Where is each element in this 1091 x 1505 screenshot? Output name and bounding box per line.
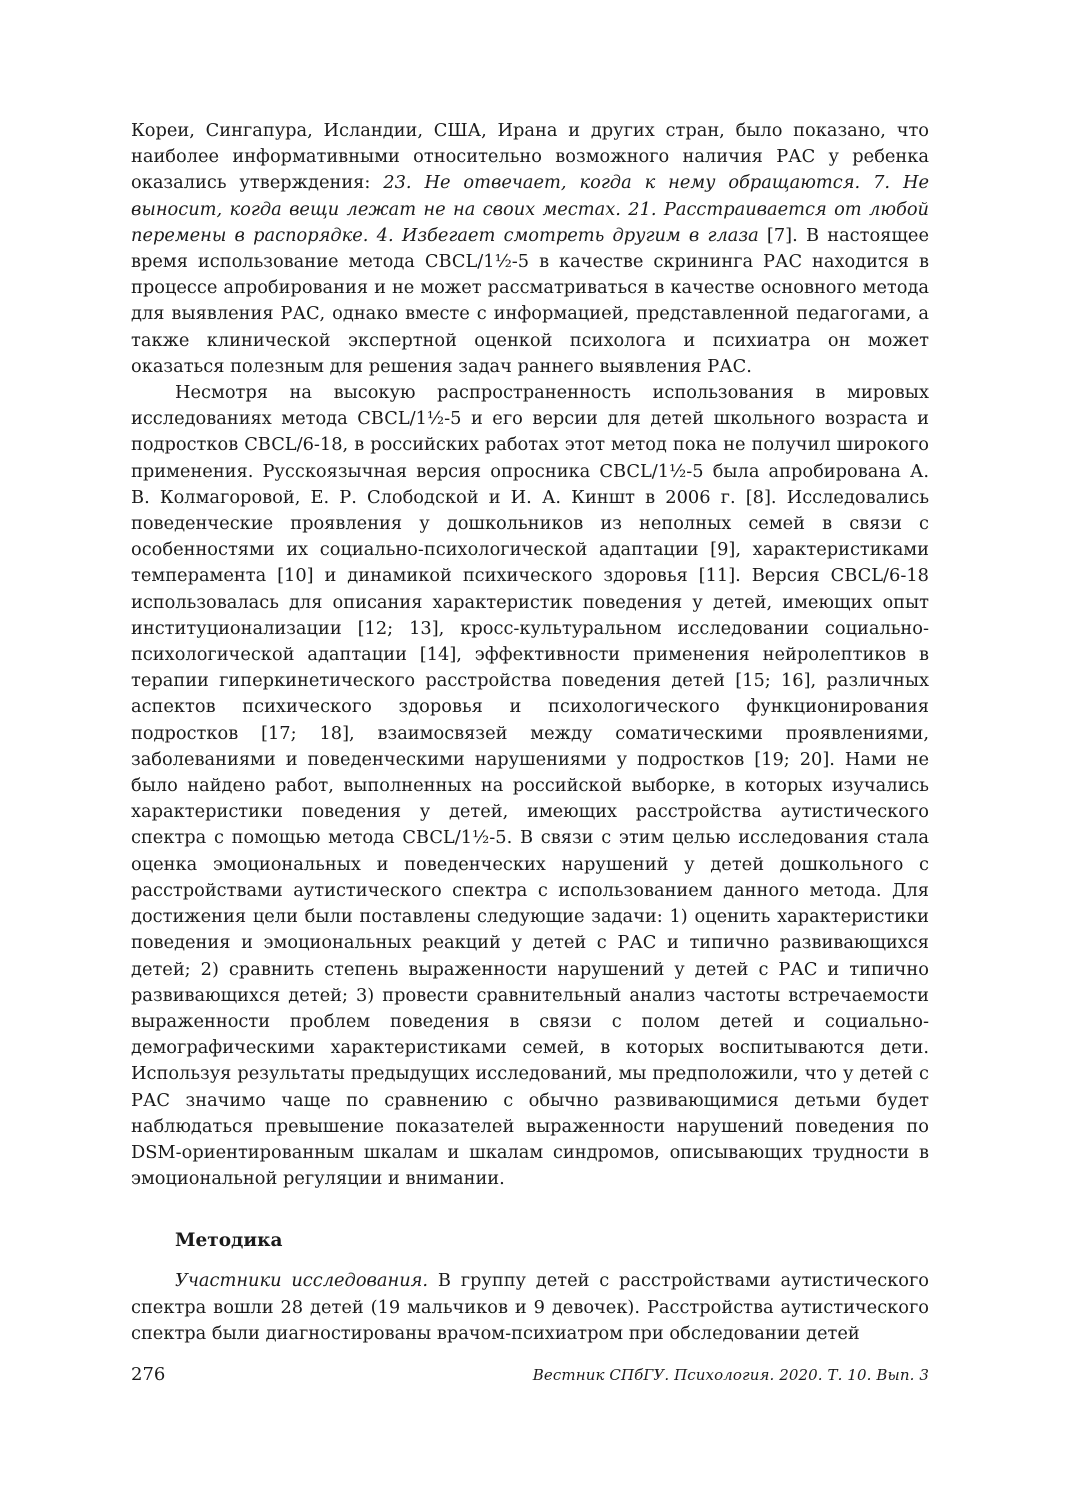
section-paragraph-text: В группу детей с расстройствами аутистического спектра вошли 28 детей (19 мальчиков и 9 девочек). Расстройства аутистического спектра были диагностированы врачом-психиатром при обследовании детей	[131, 1270, 930, 1344]
journal-reference: Вестник СПбГУ. Психология. 2020. Т. 10. Вып. 3	[532, 1366, 929, 1384]
section-paragraph	[131, 1268, 929, 1347]
paragraph-2: Несмотря на высокую распространенность использования в мировых исследованиях метода CBCL/1½-5 и его версии для детей школьного возраста и подростков CBCL/6-18, в российских работах этот метод пока не получил широкого применения. Русскоязычная версия опросника CBCL/1½-5 была апробирована А. В. Колмагоровой, Е. Р. Слободской и И. А. Киншт в 2006 г. [8]. Исследовались поведенческие проявления у дошкольников из неполных семей в связи с особенностями их социально-психологической адаптации [9], характеристиками темперамента [10] и динамикой психического здоровья [11]. Версия CBCL/6-18 использовалась для описания характеристик поведения у детей, имеющих опыт институционализации [12; 13], кросс-культуральном исследовании социально-психологической адаптации [14], эффективности применения нейролептиков в терапии гиперкинетического расстройства поведения детей [15; 16], различных аспектов психического здоровья и психологического функционирования подростков [17; 18], взаимосвязей между соматическими проявлениями, заболеваниями и поведенческими нарушениями у подростков [19; 20]. Нами не было найдено работ, выполненных на российской выборке, в которых изучались характеристики поведения у детей, имеющих расстройства аутистического спектра с помощью метода CBCL/1½-5. В связи с этим целью исследования стала оценка эмоциональных и поведенческих нарушений у детей дошкольного с расстройствами аутистического спектра с использованием данного метода. Для достижения цели были поставлены следующие задачи: 1) оценить характеристики поведения и эмоциональных реакций у детей с РАС и типично развивающихся детей; 2) сравнить степень выраженности нарушений у детей с РАС и типично развивающихся детей; 3) провести сравнительный анализ частоты встречаемости выраженности проблем поведения в связи с полом детей и социально-демографическими характеристиками семей, в которых воспитываются дети. Используя результаты предыдущих исследований, мы предположили, что у детей с РАС значимо чаще по сравнению с обычно развивающимися детьми будет наблюдаться превышение показателей выраженности нарушений поведения по DSM-ориентированным шкалам и шкалам синдромов, описывающих трудности в эмоциональной регуляции и внимании.	[131, 382, 929, 1190]
paragraph-1-italic-quotes: 23. Не отвечает, когда к нему обращаются. 7. Не выносит, когда вещи лежат не на своих местах. 21. Расстраивается от любой перемены в распорядке. 4. Избегает смотреть другим в глаза	[131, 172, 929, 246]
paragraph-1-text-a: Кореи, Сингапура, Исландии, США, Ирана и других стран, было показано, что наиболее информативными относительно возможного наличия РАС у ребенка оказались утверждения:	[131, 120, 929, 194]
page-footer	[131, 1364, 929, 1385]
section-heading-methods: Методика	[175, 1230, 283, 1252]
page-body	[131, 118, 929, 1347]
paragraph-1-text-b: [7]. В настоящее время использование метода CBCL/1½-5 в качестве скрининга РАС находится в процессе апробирования и не может рассматриваться в качестве основного метода для выявления РАС, однако вместе с информацией, представленной педагогами, а также клинической экспертной оценкой психолога и психиатра он может оказаться полезным для решения задач раннего выявления РАС.	[131, 224, 929, 377]
section-paragraph-lead: Участники исследования.	[175, 1270, 429, 1292]
page-number: 276	[131, 1364, 166, 1385]
paragraph-1	[131, 118, 929, 380]
